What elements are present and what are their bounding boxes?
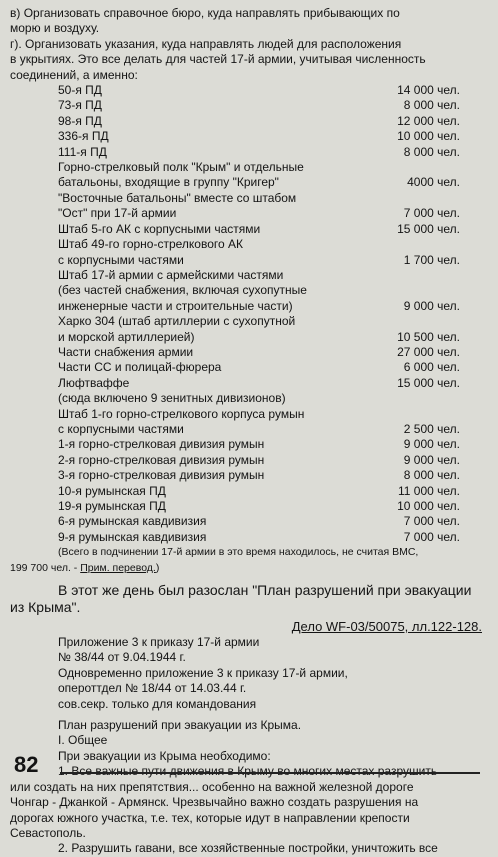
unit-name: Штаб 49-го горно-стрелкового АК	[58, 237, 243, 252]
unit-row	[10, 514, 488, 529]
need-line: При эвакуации из Крыма необходимо:	[58, 748, 271, 763]
unit-count: 7 000 чел.	[403, 514, 460, 529]
unit-count: 9 000 чел.	[403, 298, 460, 313]
unit-count: 9 000 чел.	[403, 452, 460, 467]
unit-row	[10, 407, 488, 422]
appendix2-line: Одновременно приложение 3 к приказу 17-й армии,	[58, 665, 348, 680]
unit-name: инженерные части и строительные части)	[58, 298, 293, 313]
unit-name: с корпусными частями	[58, 421, 184, 436]
unit-name: Люфтваффе	[58, 375, 130, 390]
unit-name: 10-я румынская ПД	[58, 483, 166, 498]
unit-name: "Ост" при 17-й армии	[58, 206, 177, 221]
total-note	[10, 545, 488, 560]
para-v-line: морю и воздуху.	[10, 21, 100, 36]
item1-line: дорогах южного участка, т.е. тех, которые идут в направлении крепости	[10, 810, 410, 825]
plan-title: План разрушений при эвакуации из Крыма.	[58, 718, 302, 733]
unit-row	[10, 422, 488, 437]
unit-row	[10, 330, 488, 345]
unit-name: батальоны, входящие в группу "Кригер"	[58, 175, 279, 190]
unit-count: 8 000 чел.	[403, 144, 460, 159]
unit-row	[10, 222, 488, 237]
unit-name: Штаб 5-го АК с корпусными частями	[58, 221, 261, 236]
unit-row	[10, 145, 488, 160]
unit-row	[10, 468, 488, 483]
total-note-end: )	[155, 561, 160, 574]
translator-note: Прим. перевод.	[80, 561, 156, 574]
unit-name: 73-я ПД	[58, 98, 102, 113]
unit-count: 6 000 чел.	[403, 360, 460, 375]
para-v-line: в) Организовать справочное бюро, куда направлять прибывающих по	[10, 6, 400, 20]
announcement	[10, 582, 488, 616]
unit-count: 8 000 чел.	[403, 98, 460, 113]
appendix2-line: опероттдел № 18/44 от 14.03.44 г.	[58, 681, 247, 696]
unit-count: 11 000 чел.	[397, 483, 460, 498]
unit-row	[10, 98, 488, 113]
unit-row	[10, 83, 488, 98]
unit-count: 14 000 чел.	[397, 83, 460, 98]
unit-row	[10, 453, 488, 468]
total-note-2	[10, 561, 488, 576]
unit-name: (сюда включено 9 зенитных дивизионов)	[58, 391, 286, 406]
item1-line: Севастополь.	[10, 825, 86, 840]
unit-name: (без частей снабжения, включая сухопутные	[58, 283, 307, 298]
unit-row	[10, 437, 488, 452]
item1-line: 1. Все важные пути движения в Крыму во многих местах разрушить	[58, 764, 438, 779]
unit-count: 4000 чел.	[407, 175, 460, 190]
total-note-count: 199 700 чел. -	[10, 561, 81, 574]
unit-count: 1 700 чел.	[403, 252, 460, 267]
unit-row	[10, 206, 488, 221]
unit-name: Харко 304 (штаб артиллерии с сухопутной	[58, 314, 296, 329]
unit-name: 336-я ПД	[58, 129, 109, 144]
unit-name: 2-я горно-стрелковая дивизия румын	[58, 452, 265, 467]
unit-count: 7 000 чел.	[403, 529, 460, 544]
unit-name: "Восточные батальоны" вместе со штабом	[58, 190, 297, 205]
unit-name: и морской артиллерией)	[58, 329, 195, 344]
archive-reference	[10, 618, 488, 635]
unit-count: 15 000 чел.	[397, 375, 460, 390]
unit-name: 98-я ПД	[58, 113, 102, 128]
unit-name: 6-я румынская кавдивизия	[58, 514, 207, 529]
unit-name: с корпусными частями	[58, 252, 184, 267]
unit-count: 2 500 чел.	[403, 421, 460, 436]
unit-count: 7 000 чел.	[403, 206, 460, 221]
unit-row	[10, 530, 488, 545]
total-note-text: (Всего в подчинении 17-й армии в это время находилось, не считая ВМС,	[58, 546, 419, 559]
unit-name: Части СС и полицай-фюрера	[58, 360, 222, 375]
page-number: 82	[14, 752, 39, 777]
archive-reference-text: Дело WF-03/50075, лл.122-128.	[291, 619, 482, 635]
para-g-line: соединений, а именно:	[10, 67, 138, 82]
announcement-line: В этот же день был разослан "План разрушений при эвакуации	[58, 582, 472, 599]
unit-name: Штаб 1-го горно-стрелкового корпуса румын	[58, 406, 305, 421]
unit-list-detailed	[10, 160, 488, 545]
unit-row	[10, 191, 488, 206]
unit-row	[10, 360, 488, 375]
item2-line: 2. Разрушить гавани, все хозяйственные постройки, уничтожить все	[58, 841, 438, 856]
unit-name: 3-я горно-стрелковая дивизия румын	[58, 468, 265, 483]
unit-row	[10, 314, 488, 329]
appendix2-line: сов.секр. только для командования	[58, 696, 257, 711]
appendix-line: Приложение 3 к приказу 17-й армии	[58, 635, 260, 650]
para-g-line: г). Организовать указания, куда направлять людей для расположения	[10, 36, 402, 51]
unit-row	[10, 283, 488, 298]
unit-count: 10 000 чел.	[397, 129, 460, 144]
unit-row	[10, 253, 488, 268]
unit-row	[10, 237, 488, 252]
unit-name: 111-я ПД	[58, 144, 107, 159]
unit-name: 1-я горно-стрелковая дивизия румын	[58, 437, 265, 452]
unit-name: Горно-стрелковый полк "Крым" и отдельные	[58, 160, 304, 175]
unit-count: 10 000 чел.	[397, 499, 460, 513]
appendix-line: № 38/44 от 9.04.1944 г.	[58, 650, 186, 665]
item1-line: или создать на них препятствия... особенно на важной железной дороге	[10, 779, 414, 794]
unit-row	[10, 129, 488, 144]
unit-name: 9-я румынская кавдивизия	[58, 529, 207, 544]
unit-name: 50-я ПД	[58, 83, 102, 98]
footer-rule	[60, 772, 480, 774]
unit-count: 15 000 чел.	[397, 221, 460, 236]
unit-row	[10, 299, 488, 314]
unit-name: Части снабжения армии	[58, 344, 194, 359]
unit-row	[10, 345, 488, 360]
unit-count: 10 500 чел.	[397, 329, 460, 344]
unit-row	[10, 114, 488, 129]
page-text	[10, 6, 488, 857]
item1-line: Чонгар - Джанкой - Армянск. Чрезвычайно важно создать разрушения на	[10, 795, 419, 810]
unit-name: 19-я румынская ПД	[58, 499, 166, 513]
unit-count: 27 000 чел.	[397, 344, 460, 359]
unit-list	[10, 83, 488, 160]
unit-row	[10, 160, 488, 175]
unit-row	[10, 175, 488, 190]
unit-row	[10, 499, 488, 514]
unit-count: 8 000 чел.	[403, 468, 460, 483]
unit-name: Штаб 17-й армии с армейскими частями	[58, 267, 284, 282]
section-heading: I. Общее	[58, 733, 108, 748]
unit-count: 9 000 чел.	[403, 437, 460, 452]
unit-row	[10, 268, 488, 283]
unit-row	[10, 484, 488, 499]
unit-row	[10, 391, 488, 406]
announcement-line: из Крыма".	[10, 599, 81, 616]
page-footer	[0, 748, 498, 800]
unit-count: 12 000 чел.	[397, 113, 460, 128]
para-g-line: в укрытиях. Это все делать для частей 17-й армии, учитывая численность	[10, 52, 426, 67]
unit-row	[10, 376, 488, 391]
